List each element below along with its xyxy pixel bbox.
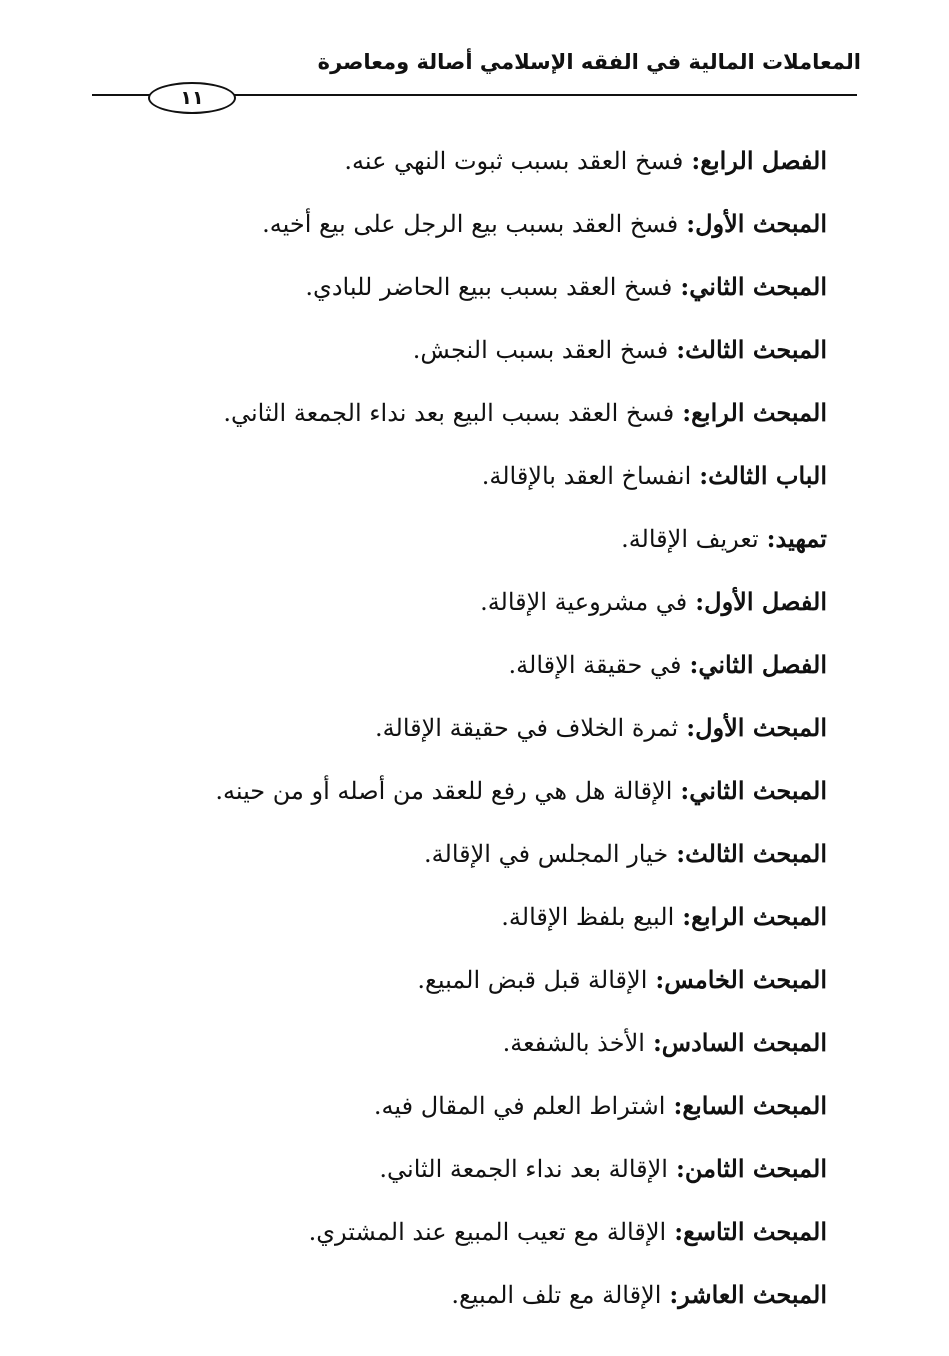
toc-entry-text: فسخ العقد بسبب النجش.	[412, 336, 669, 364]
toc-entry-label: المبحث السابع:	[673, 1091, 827, 1120]
toc-entry-label: المبحث الثالث:	[676, 335, 827, 364]
toc-entry-label: المبحث الرابع:	[682, 902, 827, 931]
toc-entry-text: تعريف الإقالة.	[621, 525, 759, 553]
toc-entry-text: انفساخ العقد بالإقالة.	[481, 462, 692, 490]
toc-entry	[107, 201, 827, 264]
toc-entry-label: الفصل الثاني:	[689, 650, 827, 679]
toc-entry-label: تمهيد:	[766, 524, 827, 553]
toc-entry	[107, 705, 827, 768]
toc-entry-text: الإقالة مع تعيب المبيع عند المشتري.	[308, 1218, 667, 1246]
toc-entry	[107, 327, 827, 390]
toc-entry	[107, 642, 827, 705]
toc-entry	[107, 516, 827, 579]
toc-entry	[107, 1083, 827, 1146]
toc-entry-text: فسخ العقد بسبب ثبوت النهي عنه.	[344, 147, 684, 175]
toc-entry	[107, 1209, 827, 1272]
toc-entry-label: المبحث الثاني:	[680, 272, 827, 301]
toc-entry-label: المبحث العاشر:	[669, 1280, 827, 1309]
toc-entry-label: المبحث السادس:	[652, 1028, 827, 1057]
toc-entry	[107, 579, 827, 642]
toc-entry	[107, 894, 827, 957]
toc-entry	[107, 1146, 827, 1209]
toc-entry-text: فسخ العقد بسبب ببيع الحاضر للبادي.	[305, 273, 673, 301]
toc-entry-label: المبحث الثالث:	[676, 839, 827, 868]
toc-entry-text: اشتراط العلم في المقال فيه.	[373, 1092, 666, 1120]
toc-entry-label: المبحث التاسع:	[674, 1217, 827, 1246]
running-head-title: المعاملات المالية في الفقه الإسلامي أصالة ومعاصرة	[317, 50, 861, 74]
toc-entry-text: فسخ العقد بسبب بيع الرجل على بيع أخيه.	[262, 210, 679, 238]
toc-entry-text: في حقيقة الإقالة.	[508, 651, 682, 679]
toc-entry	[107, 453, 827, 516]
toc-entry-text: في مشروعية الإقالة.	[480, 588, 688, 616]
toc-entry	[107, 390, 827, 453]
toc-entry-label: المبحث الثامن:	[675, 1154, 827, 1183]
page-number: ١١	[148, 82, 236, 114]
toc-entry-label: المبحث الأول:	[686, 713, 827, 742]
toc-entry-text: خيار المجلس في الإقالة.	[424, 840, 669, 868]
toc-entry-label: الفصل الرابع:	[691, 146, 827, 175]
toc-entry-label: الفصل الأول:	[695, 587, 827, 616]
toc-entry-text: الأخذ بالشفعة.	[502, 1029, 645, 1057]
toc-entry	[107, 138, 827, 201]
toc-entry-text: الإقالة قبل قبض المبيع.	[417, 966, 648, 994]
toc-entry	[107, 1020, 827, 1083]
toc-entry-label: المبحث الأول:	[686, 209, 827, 238]
toc-entry	[107, 264, 827, 327]
toc-entry-text: الإقالة هل هي رفع للعقد من أصله أو من حينه.	[215, 777, 673, 805]
toc-entry-label: الباب الثالث:	[699, 461, 827, 490]
toc-entry-label: المبحث الثاني:	[680, 776, 827, 805]
toc-entry	[107, 1272, 827, 1335]
toc-entry-text: ثمرة الخلاف في حقيقة الإقالة.	[375, 714, 679, 742]
toc-entry-text: الإقالة بعد نداء الجمعة الثاني.	[379, 1155, 668, 1183]
toc-entry-label: المبحث الخامس:	[655, 965, 827, 994]
toc-entry-text: الإقالة مع تلف المبيع.	[451, 1281, 662, 1309]
toc-entry-text: فسخ العقد بسبب البيع بعد نداء الجمعة الثاني.	[223, 399, 675, 427]
toc-entry-label: المبحث الرابع:	[682, 398, 827, 427]
toc-entry	[107, 957, 827, 1020]
toc-entry	[107, 831, 827, 894]
toc-entry	[107, 768, 827, 831]
table-of-contents	[107, 138, 827, 1335]
toc-entry-text: البيع بلفظ الإقالة.	[501, 903, 675, 931]
